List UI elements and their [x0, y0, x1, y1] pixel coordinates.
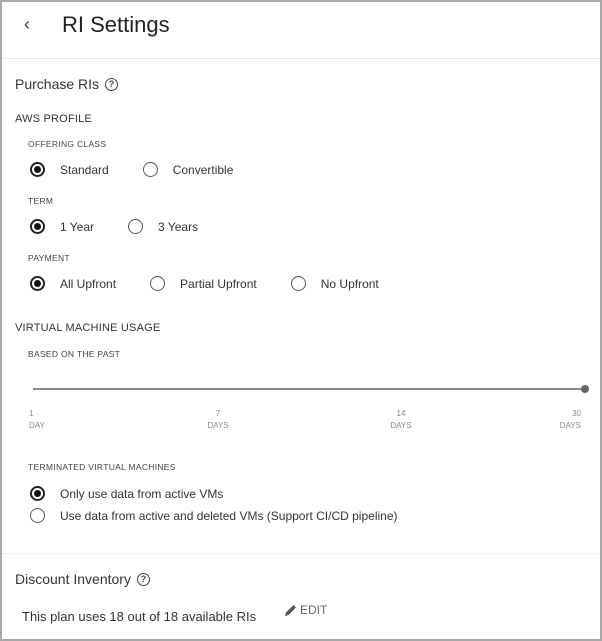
radio-active-vms-only[interactable]: [30, 486, 223, 501]
terminated-vms-option-2: [30, 508, 398, 523]
radio-no-upfront[interactable]: [291, 276, 379, 291]
slider-tick-1: [29, 408, 45, 432]
history-slider-track[interactable]: [33, 388, 586, 390]
tick-number: 1: [29, 409, 34, 418]
tick-number: 7: [215, 409, 221, 418]
radio-label: 3 Years: [158, 219, 199, 234]
slider-tick-7: [205, 408, 231, 432]
edit-button[interactable]: [284, 603, 327, 617]
slider-tick-14: [388, 408, 414, 432]
based-on-past-label: BASED ON THE PAST: [28, 349, 121, 359]
radio-selected-icon: [30, 486, 45, 501]
term-group: [30, 219, 198, 234]
radio-unselected-icon: [291, 276, 306, 291]
aws-profile-label: AWS PROFILE: [15, 113, 92, 125]
tick-unit: DAYS: [559, 421, 581, 430]
tick-unit: DAYS: [390, 421, 412, 430]
radio-convertible[interactable]: [143, 162, 234, 177]
offering-class-group: [30, 162, 233, 177]
radio-unselected-icon: [128, 219, 143, 234]
purchase-ris-section-title: [15, 76, 118, 92]
terminated-vms-option-1: [30, 486, 223, 501]
radio-label: No Upfront: [320, 276, 379, 291]
radio-unselected-icon: [30, 508, 45, 523]
edit-label: EDIT: [300, 603, 328, 617]
radio-selected-icon: [30, 162, 45, 177]
radio-label: 1 Year: [60, 219, 95, 234]
tick-unit: DAYS: [207, 421, 229, 430]
help-icon[interactable]: ?: [105, 78, 118, 91]
radio-selected-icon: [30, 219, 45, 234]
offering-class-label: OFFERING CLASS: [28, 139, 107, 149]
inventory-summary: This plan uses 18 out of 18 available RIs: [22, 609, 257, 624]
radio-unselected-icon: [143, 162, 158, 177]
header: [2, 2, 600, 59]
radio-all-upfront[interactable]: [30, 276, 116, 291]
discount-inventory-label: Discount Inventory: [15, 571, 131, 587]
section-divider: [2, 553, 600, 554]
radio-3-years[interactable]: [128, 219, 198, 234]
page-title: RI Settings: [62, 12, 170, 37]
history-slider-thumb[interactable]: [581, 385, 589, 393]
tick-unit: DAY: [29, 421, 45, 430]
slider-tick-30: [555, 408, 581, 432]
radio-unselected-icon: [150, 276, 165, 291]
radio-active-and-deleted-vms[interactable]: [30, 508, 398, 523]
pencil-icon: [284, 603, 298, 617]
radio-partial-upfront[interactable]: [150, 276, 257, 291]
radio-label: Use data from active and deleted VMs (Support CI/CD pipeline): [60, 508, 398, 523]
term-label: TERM: [28, 196, 54, 206]
help-icon[interactable]: ?: [137, 573, 150, 586]
radio-label: Standard: [60, 162, 109, 177]
radio-label: Partial Upfront: [180, 276, 257, 291]
radio-selected-icon: [30, 276, 45, 291]
discount-inventory-section-title: [15, 571, 150, 587]
terminated-vms-label: TERMINATED VIRTUAL MACHINES: [28, 462, 176, 472]
radio-1-year[interactable]: [30, 219, 94, 234]
back-chevron-icon[interactable]: ‹: [24, 14, 30, 34]
payment-label: PAYMENT: [28, 253, 70, 263]
radio-standard[interactable]: [30, 162, 109, 177]
payment-group: [30, 276, 379, 291]
radio-label: Only use data from active VMs: [60, 486, 224, 501]
tick-number: 30: [572, 409, 581, 418]
vm-usage-label: VIRTUAL MACHINE USAGE: [15, 322, 161, 334]
purchase-ris-label: Purchase RIs: [15, 76, 100, 92]
radio-label: All Upfront: [60, 276, 117, 291]
radio-label: Convertible: [172, 162, 234, 177]
tick-number: 14: [396, 409, 406, 418]
